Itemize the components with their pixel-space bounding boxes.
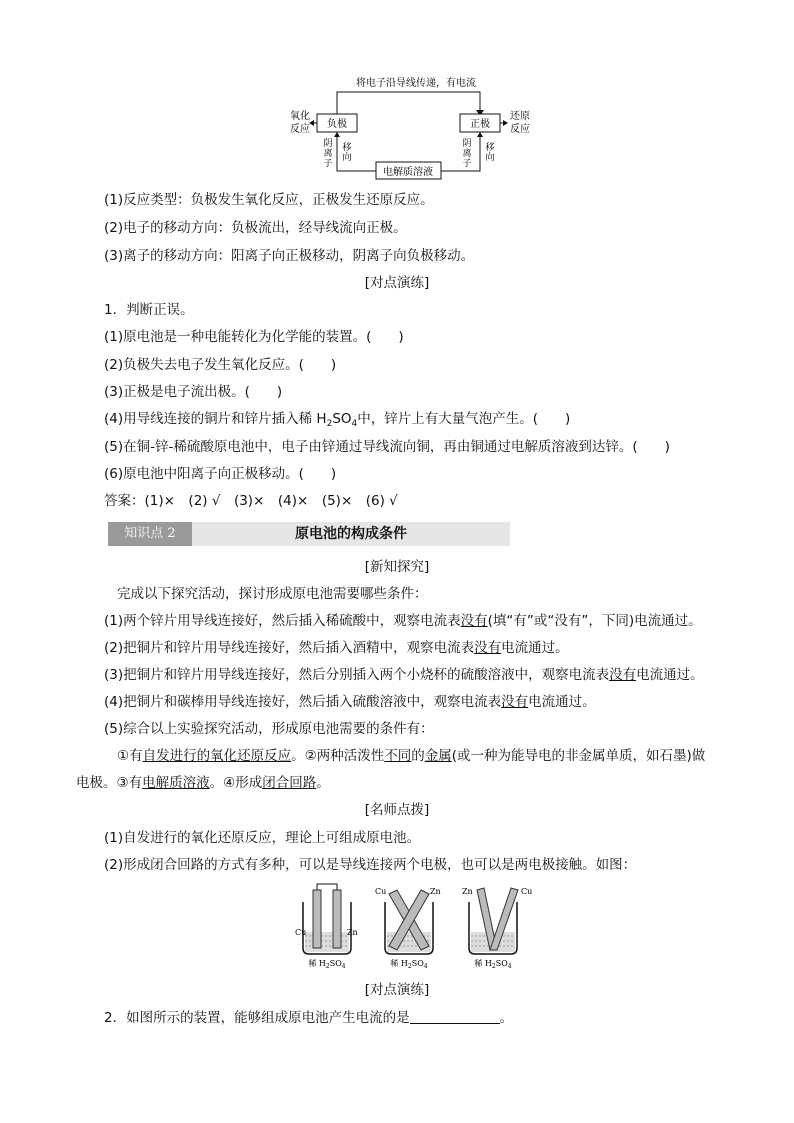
q2-answer-blank[interactable] [410, 1009, 500, 1024]
q1-item-4: (4)用导线连接的铜片和锌片插入稀 $H_2SO_4$中，锌片上有大量气泡产生。( ) [104, 411, 571, 429]
electrolyte-label: 电解质溶液 [383, 167, 433, 178]
migrate-label-right: 移向 [485, 143, 495, 163]
oxidation-label-1: 氧化 [290, 111, 310, 122]
q1-item-1: (1)原电池是一种电能转化为化学能的装置。( ) [104, 329, 404, 345]
explore-item-5: (5)综合以上实验探究活动，形成原电池需要的条件有： [104, 721, 434, 737]
beaker-3 [462, 887, 532, 970]
knowledge-point-title: 原电池的构成条件 [295, 526, 407, 542]
negative-label: 负极 [327, 119, 347, 130]
q1-item-3: (3)正极是电子流出极。( ) [104, 384, 283, 400]
beaker-3-cu: Cu [521, 887, 533, 896]
beaker-1-acid: 稀 $H_2SO_4$ [308, 959, 346, 970]
teacher-label: [名师点拨] [364, 802, 430, 818]
q2-line: 2．如图所示的装置，能够组成原电池产生电流的是 。 [104, 1010, 514, 1026]
explore-item-3: (3)把铜片和锌片用导线连接好，然后分别插入两个小烧杯的硫酸溶液中，观察电流表没有电流通过。 [104, 667, 704, 683]
condition-line-2: 电极。③有电解质溶液。④形成闭合回路。 [76, 775, 330, 791]
reduction-label-2: 反应 [510, 124, 530, 135]
anion-label-right: 阴离子 [462, 139, 472, 169]
beaker-1-cu: Cu [295, 928, 307, 937]
beaker-1 [295, 884, 358, 970]
knowledge-point-tag: 知识点 2 [108, 522, 192, 546]
ion-direction-line: (3)离子的移动方向：阳离子向正极移动，阴离子向负极移动。 [104, 248, 475, 264]
galvanic-cell-diagram [280, 70, 540, 180]
q1-item-5: (5)在铜-锌-稀硫酸原电池中，电子由锌通过导线流向铜，再由铜通过电解质溶液到达锌。( ) [104, 439, 670, 455]
condition-line-1: ①有自发进行的氧化还原反应。②两种活泼性不同的金属(或一种为能导电的非金属单质，如石墨)做 [117, 748, 706, 764]
q1-title: 1．判断正误。 [104, 302, 194, 318]
beaker-3-acid: 稀 $H_2SO_4$ [474, 959, 512, 970]
explore-intro: 完成以下探究活动，探讨形成原电池需要哪些条件： [117, 586, 428, 602]
positive-label: 正极 [470, 119, 490, 130]
migrate-label-left: 移向 [342, 143, 352, 163]
practice-label-2: [对点演练] [364, 982, 430, 998]
electron-direction-line: (2)电子的移动方向：负极流出，经导线流向正极。 [104, 220, 407, 236]
oxidation-label-2: 反应 [290, 124, 310, 135]
explore-label: [新知探究] [364, 559, 430, 575]
teacher-point-1: (1)自发进行的氧化还原反应，理论上可组成原电池。 [104, 830, 421, 846]
beaker-1-zn: Zn [347, 928, 358, 937]
diagram-top-label: 将电子沿导线传递，有电流 [356, 78, 476, 89]
knowledge-point-banner [108, 522, 510, 546]
q1-item-2: (2)负极失去电子发生氧化反应。( ) [104, 357, 337, 373]
reduction-label-1: 还原 [510, 111, 530, 122]
beaker-2-acid: 稀 $H_2SO_4$ [390, 959, 428, 970]
explore-item-4: (4)把铜片和碳棒用导线连接好，然后插入硫酸溶液中，观察电流表没有电流通过。 [104, 694, 596, 710]
explore-item-1: (1)两个锌片用导线连接好，然后插入稀硫酸中，观察电流表没有(填“有”或“没有”，下同)电流通过。 [104, 613, 702, 629]
beaker-2-cu: Cu [375, 887, 387, 896]
q1-item-6: (6)原电池中阳离子向正极移动。( ) [104, 466, 337, 482]
explore-item-2: (2)把铜片和锌片用导线连接好，然后插入酒精中，观察电流表没有电流通过。 [104, 640, 569, 656]
beakers-figure [285, 880, 545, 972]
beaker-2 [375, 887, 441, 970]
anion-label-left: 阴离子 [323, 139, 333, 169]
teacher-point-2: (2)形成闭合回路的方式有多种，可以是导线连接两个电极，也可以是两电极接触。如图： [104, 857, 637, 873]
reaction-type-line: (1)反应类型：负极发生氧化反应，正极发生还原反应。 [104, 192, 434, 208]
practice-label-1: [对点演练] [364, 275, 430, 291]
beaker-2-zn: Zn [430, 887, 441, 896]
q1-answer: 答案：(1)× (2) √ (3)× (4)× (5)× (6) √ [104, 493, 398, 509]
beaker-3-zn: Zn [462, 887, 473, 896]
